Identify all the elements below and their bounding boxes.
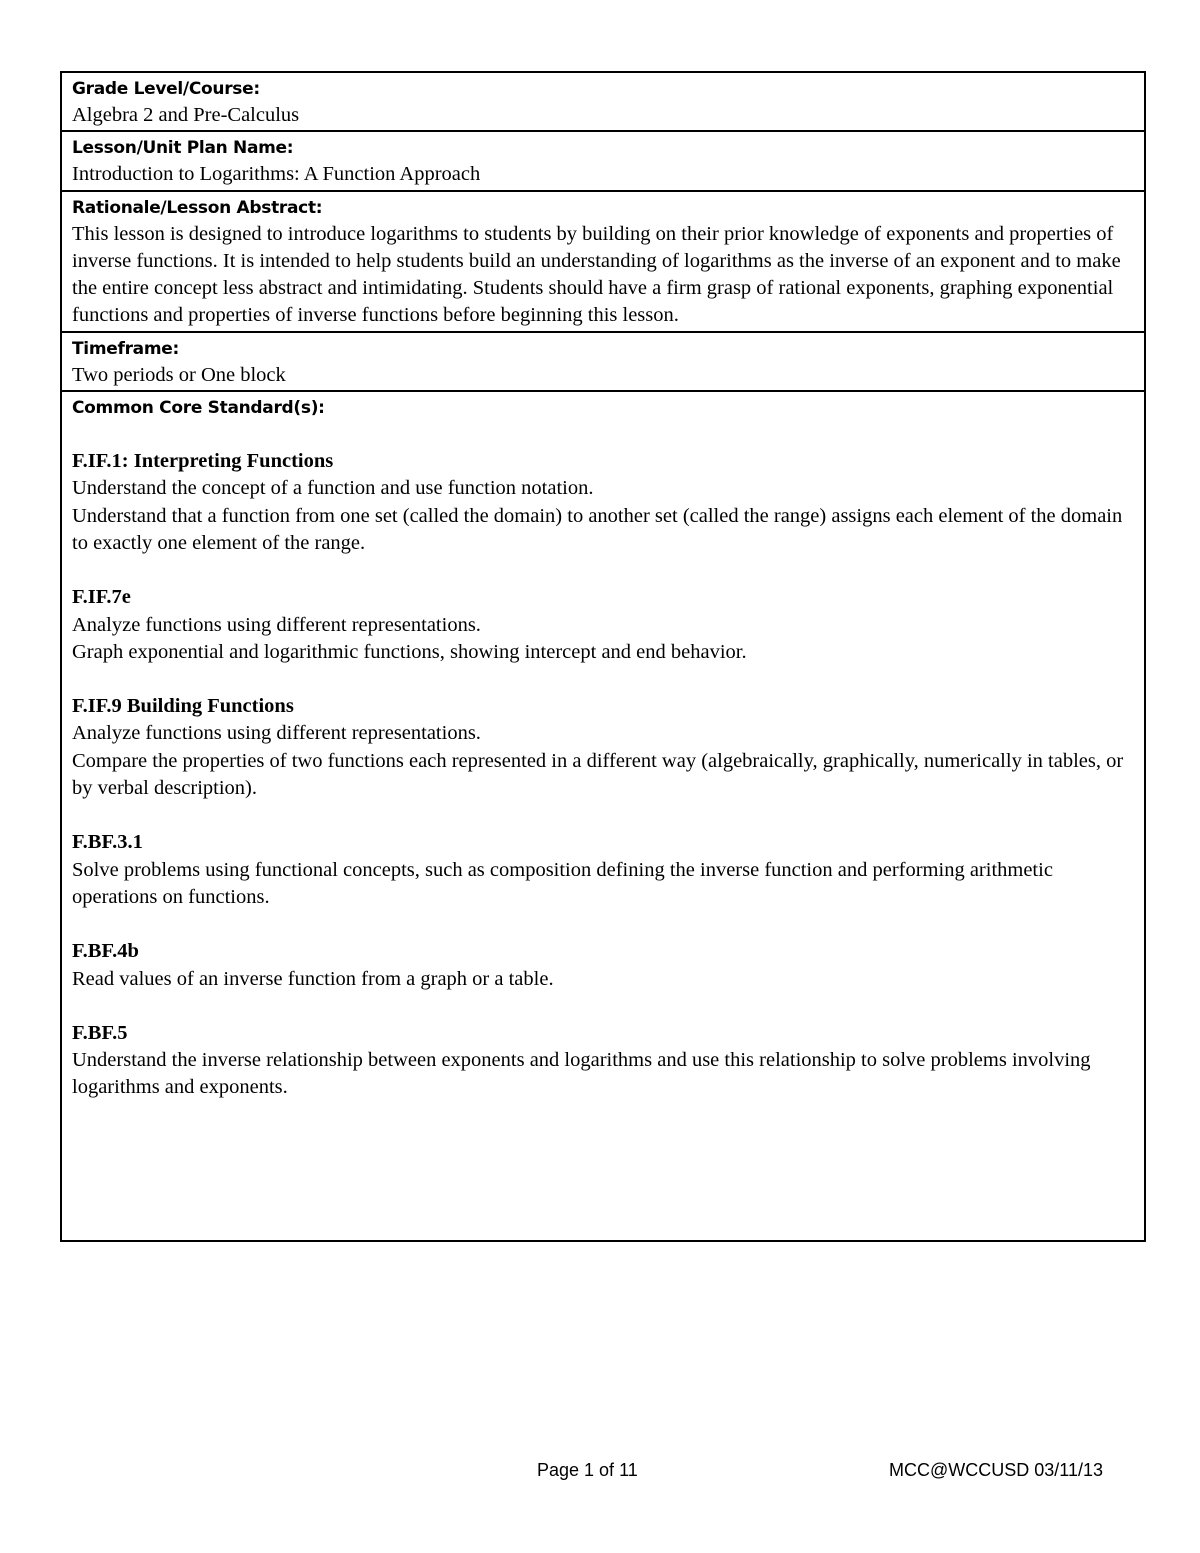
standard-text: Analyze functions using different representations.	[72, 722, 481, 745]
standard-title: F.BF.5	[72, 1021, 128, 1044]
standards-row	[62, 392, 1144, 1240]
standard-block	[72, 938, 1134, 993]
page-number: Page 1 of 11	[537, 1460, 638, 1480]
grade-value: Algebra 2 and Pre-Calculus	[72, 104, 300, 126]
standard-text: Read values of an inverse function from a graph or a table.	[72, 967, 554, 990]
lesson-label: Lesson/Unit Plan Name:	[72, 138, 294, 159]
standard-text: Solve problems using functional concepts, such as composition defining the inverse function and performing arithmetic operations on functions.	[72, 858, 1053, 908]
rationale-row	[62, 192, 1144, 333]
standard-title: F.IF.7e	[72, 586, 131, 609]
rationale-label: Rationale/Lesson Abstract:	[72, 197, 323, 218]
standard-text: Graph exponential and logarithmic functions, showing intercept and end behavior.	[72, 640, 747, 663]
standard-title: F.BF.4b	[72, 940, 139, 963]
document-id-date: MCC@WCCUSD 03/11/13	[889, 1460, 1103, 1480]
standard-block	[72, 1020, 1134, 1102]
standard-block	[72, 829, 1134, 911]
rationale-text: This lesson is designed to introduce logarithms to students by building on their prior knowledge of exponents and properties of inverse functions. It is intended to help students build an understanding of logarithms as the inverse of an exponent and to make the entire concept less abstract and intimidating. Students should have a firm grasp of rational exponents, graphing exponential functions and properties of inverse functions before beginning this lesson.	[72, 222, 1121, 327]
standard-text: Understand the inverse relationship between exponents and logarithms and use this relationship to solve problems involving logarithms and exponents.	[72, 1049, 1091, 1099]
standards-label: Common Core Standard(s):	[72, 398, 325, 419]
standard-text: Understand that a function from one set (called the domain) to another set (called the range) assigns each element of the domain to exactly one element of the range.	[72, 504, 1123, 554]
standard-title: F.IF.1: Interpreting Functions	[72, 450, 334, 473]
standard-block	[72, 584, 1134, 666]
grade-label: Grade Level/Course:	[72, 79, 260, 99]
lesson-value: Introduction to Logarithms: A Function Approach	[72, 163, 481, 186]
standard-title: F.IF.9 Building Functions	[72, 695, 294, 718]
standard-title: F.BF.3.1	[72, 831, 143, 854]
standard-text: Analyze functions using different representations.	[72, 613, 481, 636]
grade-row	[62, 73, 1144, 132]
timeframe-row	[62, 333, 1144, 392]
standard-text: Understand the concept of a function and use function notation.	[72, 477, 594, 500]
standard-block	[72, 448, 1134, 557]
standard-text: Compare the properties of two functions each represented in a different way (algebraically, graphically, numerically in tables, or by verbal description).	[72, 749, 1124, 800]
standard-block	[72, 693, 1134, 802]
timeframe-label: Timeframe:	[72, 338, 179, 359]
lesson-row	[62, 132, 1144, 191]
lesson-plan-table	[60, 71, 1146, 1242]
timeframe-value: Two periods or One block	[72, 363, 286, 386]
